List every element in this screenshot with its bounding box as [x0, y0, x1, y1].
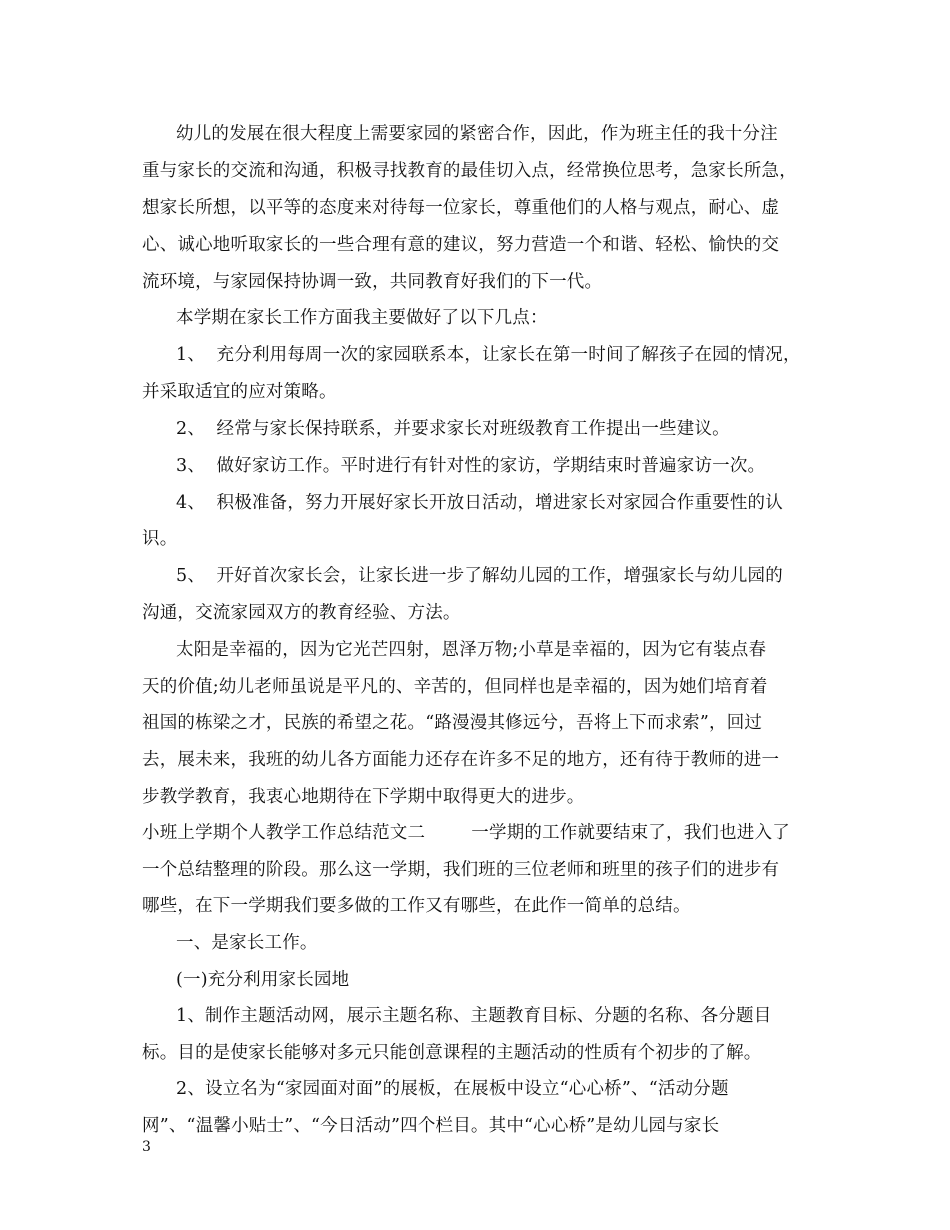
list-item-line: 5、 开好首次家长会，让家长进一步了解幼儿园的工作，增强家长与幼儿园的 [176, 566, 783, 586]
body-text-line: 祖国的栋梁之才，民族的希望之花。“路漫漫其修远兮，吾将上下而求索”，回过 [142, 713, 763, 733]
list-item-line: 识。 [142, 529, 178, 549]
body-text-line: 天的价值;幼儿老师虽说是平凡的、辛苦的，但同样也是幸福的，因为她们培育着 [142, 677, 768, 697]
body-text-line: 2、设立名为“家园面对面”的展板，在展板中设立“心心桥”、“活动分题 [176, 1079, 729, 1099]
subheading-line: (一)充分利用家长园地 [176, 970, 350, 990]
body-text-line: 太阳是幸福的，因为它光芒四射，恩泽万物;小草是幸福的，因为它有装点春 [176, 640, 767, 660]
heading-line: 一、是家长工作。 [176, 933, 318, 953]
body-text-line: 一个总结整理的阶段。那么这一学期，我们班的三位老师和班里的孩子们的进步有 [142, 860, 780, 880]
body-text-line: 心、诚心地听取家长的一些合理有意的建议，努力营造一个和谐、轻松、愉快的交 [142, 235, 780, 255]
list-item-line: 并采取适宜的应对策略。 [142, 382, 337, 402]
list-item-line: 2、 经常与家长保持联系，并要求家长对班级教育工作提出一些建议。 [176, 419, 730, 439]
body-text-line: 流环境，与家园保持协调一致，共同教育好我们的下一代。 [142, 272, 603, 292]
body-text-line: 本学期在家长工作方面我主要做好了以下几点： [176, 308, 548, 328]
body-text-line: 步教学教育，我衷心地期待在下学期中取得更大的进步。 [142, 787, 585, 807]
body-text-line: 去，展未来，我班的幼儿各方面能力还存在许多不足的地方，还有待于教师的进一 [142, 750, 780, 770]
body-text-line: 1、制作主题活动网，展示主题名称、主题教育目标、分题的名称、各分题目 [176, 1006, 772, 1026]
body-text-line: 重与家长的交流和沟通，积极寻找教育的最佳切入点，经常换位思考，急家长所急， [142, 161, 797, 181]
list-item-line: 沟通，交流家园双方的教育经验、方法。 [142, 603, 461, 623]
body-text-line: 网”、“温馨小贴士”、“今日活动”四个栏目。其中“心心桥”是幼儿园与家长 [142, 1116, 720, 1136]
body-text-line: 想家长所想，以平等的态度来对待每一位家长，尊重他们的人格与观点，耐心、虚 [142, 198, 780, 218]
page-number: 3 [142, 1139, 151, 1155]
list-item-line: 4、 积极准备，努力开展好家长开放日活动，增进家长对家园合作重要性的认 [176, 493, 783, 513]
body-text-line: 标。目的是使家长能够对多元只能创意课程的主题活动的性质有个初步的了解。 [142, 1043, 762, 1063]
section-title-line: 小班上学期个人教学工作总结范文二 一学期的工作就要结束了，我们也进入了 [142, 823, 790, 843]
body-text-line: 哪些，在下一学期我们要多做的工作又有哪些，在此作一简单的总结。 [142, 896, 691, 916]
list-item-line: 3、 做好家访工作。平时进行有针对性的家访，学期结束时普遍家访一次。 [176, 456, 766, 476]
list-item-line: 1、 充分利用每周一次的家园联系本，让家长在第一时间了解孩子在园的情况， [176, 345, 801, 365]
body-text-line: 幼儿的发展在很大程度上需要家园的紧密合作，因此，作为班主任的我十分注 [176, 124, 778, 144]
